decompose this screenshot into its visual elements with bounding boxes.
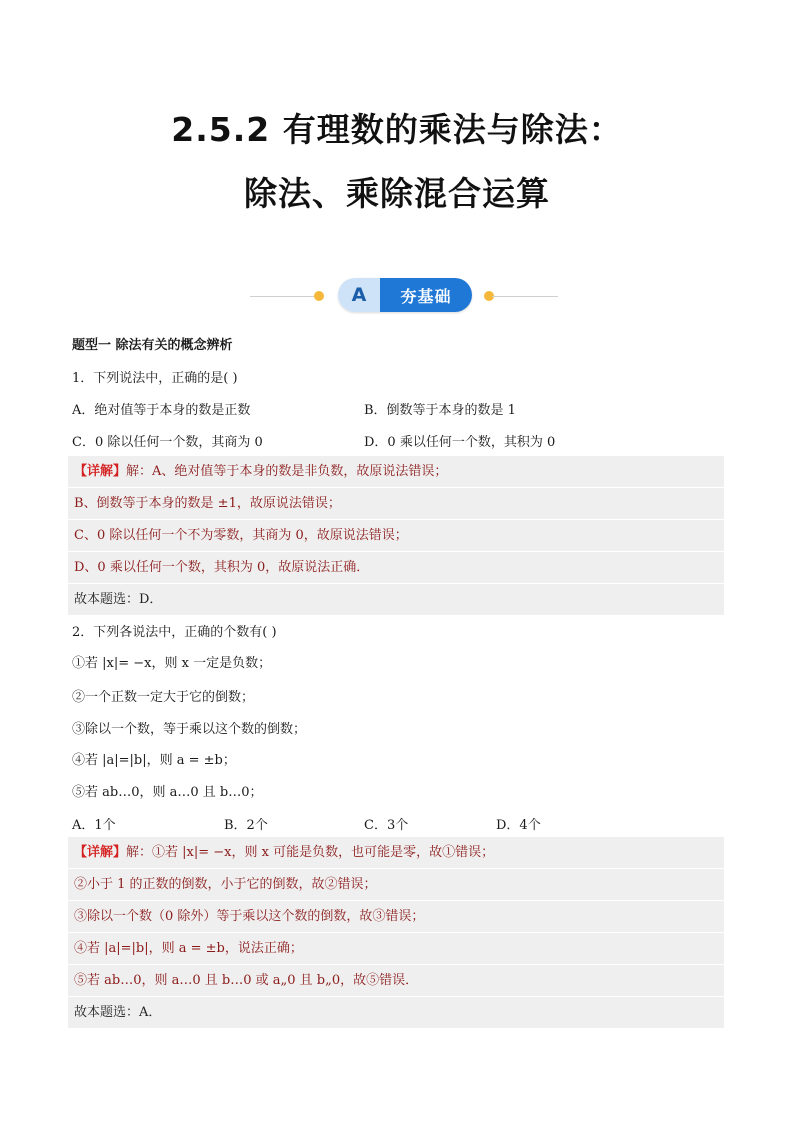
q2-option-b: B．2个: [224, 818, 268, 833]
q2-answer-row: ④若 |a|=|b|，则 a = ±b，说法正确；: [68, 933, 724, 965]
q1-answer-row: C、0 除以任何一个不为零数，其商为 0，故原说法错误；: [68, 520, 724, 552]
q2-item: ③除以一个数，等于乘以这个数的倒数；: [72, 722, 307, 737]
q1-stem: 1．下列说法中，正确的是( ): [72, 371, 238, 386]
q2-answer-row: 解：①若 |x|= −x，则 x 可能是负数，也可能是零，故①错误；: [126, 845, 495, 860]
level-badge-label: 夯基础: [380, 278, 472, 312]
q2-answer-tag: 【详解】: [74, 845, 127, 860]
q2-answer-row: ②小于 1 的正数的倒数，小于它的倒数，故②错误；: [68, 869, 724, 901]
level-badge-letter: A: [338, 278, 380, 312]
q1-answer-tag: 【详解】: [74, 464, 127, 479]
banner-dot-left: [314, 291, 324, 301]
q2-answer-box: [68, 837, 724, 1029]
q1-option-a: A．绝对值等于本身的数是正数: [72, 403, 251, 418]
q2-option-c: C．3个: [364, 818, 409, 833]
page-title-line2: 除法、乘除混合运算: [244, 174, 550, 213]
q2-answer-row: ③除以一个数（0 除外）等于乘以这个数的倒数，故③错误；: [68, 901, 724, 933]
q1-option-c: C．0 除以任何一个数，其商为 0: [72, 435, 263, 450]
q1-answer-row: 解：A、绝对值等于本身的数是非负数，故原说法错误；: [126, 464, 448, 479]
q2-stem: 2．下列各说法中，正确的个数有( ): [72, 625, 277, 640]
q2-item: ①若 |x|= −x，则 x 一定是负数；: [72, 656, 272, 671]
q2-answer-row: ⑤若 ab…0，则 a…0 且 b…0 或 a„0 且 b„0，故⑤错误．: [68, 965, 724, 997]
q1-answer-row: D、0 乘以任何一个数，其积为 0，故原说法正确．: [68, 552, 724, 584]
page-title-line1: 2.5.2 有理数的乘法与除法：: [171, 110, 623, 149]
q1-option-d: D．0 乘以任何一个数，其积为 0: [364, 435, 556, 450]
level-badge: [338, 278, 472, 312]
q2-option-d: D．4个: [496, 818, 541, 833]
q2-item: ④若 |a|=|b|，则 a = ±b；: [72, 753, 236, 768]
q1-answer-box: [68, 456, 724, 616]
section-title: 题型一 除法有关的概念辨析: [72, 338, 233, 353]
level-banner: [0, 276, 794, 316]
q1-answer-conclusion: 故本题选：D．: [68, 584, 724, 616]
q2-item: ②一个正数一定大于它的倒数；: [72, 690, 255, 705]
q1-answer-row: B、倒数等于本身的数是 ±1，故原说法错误；: [68, 488, 724, 520]
q2-option-a: A．1个: [72, 818, 116, 833]
banner-divider-right: [492, 296, 558, 297]
q2-item: ⑤若 ab…0，则 a…0 且 b…0；: [72, 785, 263, 800]
banner-divider-left: [250, 296, 316, 297]
q1-option-b: B．倒数等于本身的数是 1: [364, 403, 516, 418]
q2-answer-conclusion: 故本题选：A．: [68, 997, 724, 1029]
